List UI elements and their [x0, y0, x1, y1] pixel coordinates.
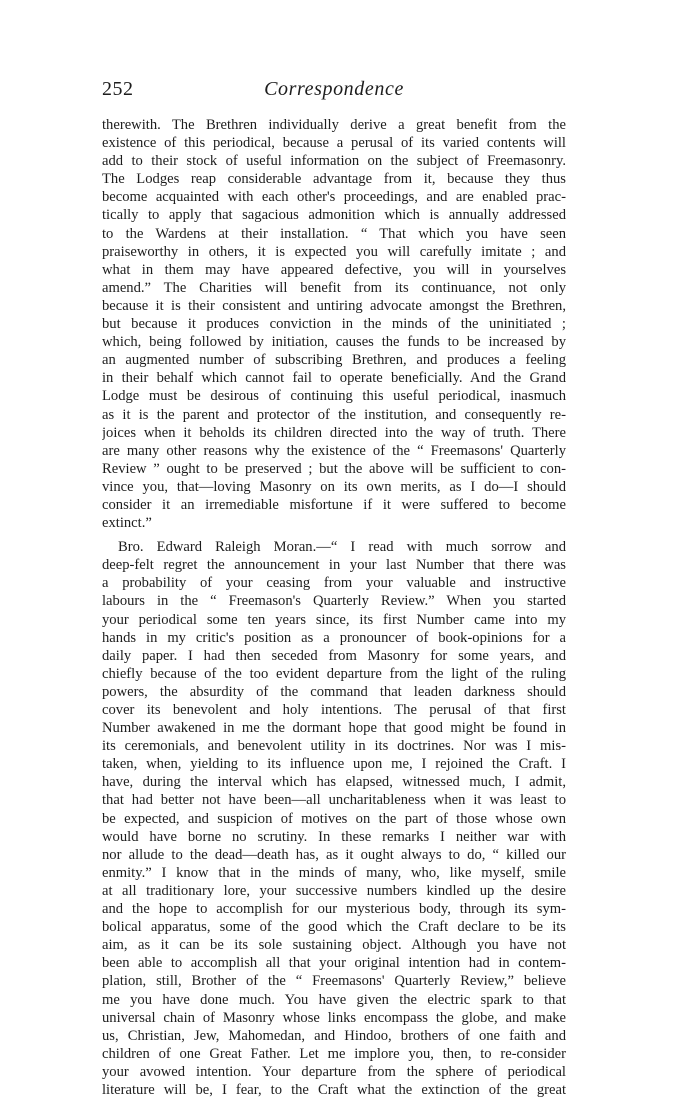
text-line: as it is the parent and protector of the institution, and consequently re-	[102, 406, 566, 423]
text-line: me you have done much. You have given the electric spark to that	[102, 991, 566, 1008]
text-line: to the Wardens at their installation. “ That which you have seen	[102, 225, 566, 242]
page-number: 252	[102, 78, 134, 100]
text-line: have, during the interval which has elapsed, witnessed much, I admit,	[102, 774, 566, 791]
text-line: but because it produces conviction in the minds of the uninitiated ;	[102, 316, 566, 333]
text-line: in their behalf which cannot fail to operate beneficially. And the Grand	[102, 370, 566, 387]
text-line: enmity.” I know that in the minds of many, who, like myself, smile	[102, 864, 566, 881]
text-line: children of one Great Father. Let me implore you, then, to re-consider	[102, 1045, 566, 1062]
text-line: aim, as it can be its sole sustaining object. Although you have not	[102, 937, 566, 954]
text-line: deep-felt regret the announcement in your last Number that there was	[102, 557, 566, 574]
text-line: tically to apply that sagacious admonition which is annually addressed	[102, 207, 566, 224]
text-line: are many other reasons why the existence of the “ Freemasons' Quarterly	[102, 442, 566, 459]
text-line: The Lodges reap considerable advantage from it, because they thus	[102, 171, 566, 188]
text-line: Review ” ought to be preserved ; but the above will be sufficient to con-	[102, 460, 566, 477]
text-line: because it is their consistent and untiring advocate amongst the Brethren,	[102, 297, 566, 314]
text-line: which, being followed by initiation, causes the funds to be increased by	[102, 334, 566, 351]
text-line: powers, the absurdity of the command that leaden darkness should	[102, 683, 566, 700]
text-line: therewith. The Brethren individually derive a great benefit from the	[102, 117, 566, 133]
text-line: universal chain of Masonry whose links encompass the globe, and make	[102, 1009, 566, 1026]
text-line: Bro. Edward Raleigh Moran.—“ I read with much sorrow and	[118, 539, 566, 556]
text-line: Lodge must be desirous of continuing this useful periodical, inasmuch	[102, 388, 566, 405]
text-line: joices when it beholds its children directed into the way of truth. There	[102, 424, 566, 441]
text-line: add to their stock of useful information on the subject of Freemasonry.	[102, 153, 566, 170]
paragraph	[102, 116, 566, 532]
text-line: daily paper. I had then seceded from Masonry for some years, and	[102, 647, 566, 664]
text-line: taken, when, yielding to its influence upon me, I rejoined the Craft. I	[102, 756, 566, 773]
text-line: would have borne no scrutiny. In these remarks I neither war with	[102, 828, 566, 845]
text-line: consider it an irremediable misfortune if it were suffered to become	[102, 496, 566, 513]
text-line: an augmented number of subscribing Brethren, and produces a feeling	[102, 352, 566, 369]
text-line: be expected, and suspicion of motives on the part of those whose own	[102, 810, 566, 827]
text-line: plation, still, Brother of the “ Freemasons' Quarterly Review,” believe	[102, 973, 566, 990]
text-line: a probability of your ceasing from your valuable and instructive	[102, 575, 566, 592]
body-text	[102, 116, 566, 1099]
text-line: at all traditionary lore, your successive numbers kindled up the desire	[102, 882, 566, 899]
text-line: existence of this periodical, because a perusal of its varied contents will	[102, 135, 566, 152]
text-line: become acquainted with each other's proceedings, and are enabled prac-	[102, 189, 566, 206]
text-line: that had better not have been—all uncharitableness when it was least to	[102, 792, 566, 809]
text-line: chiefly because of the too evident departure from the light of the ruling	[102, 665, 566, 682]
paragraph	[102, 538, 566, 1099]
text-line: us, Christian, Jew, Mahomedan, and Hindoo, brothers of one faith and	[102, 1027, 566, 1044]
page-header	[102, 78, 566, 102]
text-line: its ceremonials, and benevolent utility in its doctrines. Nor was I mis-	[102, 738, 566, 755]
text-line: your avowed intention. Your departure from the sphere of periodical	[102, 1063, 566, 1080]
text-line: bolical apparatus, some of the good which the Craft declare to be its	[102, 919, 566, 936]
text-line: labours in the “ Freemason's Quarterly Review.” When you started	[102, 593, 566, 610]
text-line: literature will be, I fear, to the Craft what the extinction of the great	[102, 1081, 566, 1098]
text-line: and the hope to accomplish for our mysterious body, through its sym-	[102, 901, 566, 918]
text-line: what in them may have appeared defective, you will in yourselves	[102, 261, 566, 278]
text-line: cover its benevolent and holy intentions. The perusal of that first	[102, 702, 566, 718]
text-line: your periodical some ten years since, its first Number came into my	[102, 611, 566, 628]
text-line: nor allude to the dead—death has, as it ought always to do, “ killed our	[102, 846, 566, 863]
text-line: vince you, that—loving Masonry on its own merits, as I do—I should	[102, 478, 566, 495]
text-line: amend.” The Charities will benefit from its continuance, not only	[102, 279, 566, 296]
text-line: hands in my critic's position as a pronouncer of book-opinions for a	[102, 629, 566, 646]
text-line: been able to accomplish all that your original intention had in contem-	[102, 955, 566, 972]
running-title: Correspondence	[264, 78, 404, 100]
text-line: extinct.”	[102, 515, 152, 532]
text-line: Number awakened in me the dormant hope that good might be found in	[102, 720, 566, 737]
text-line: praiseworthy in others, it is expected you will carefully imitate ; and	[102, 243, 566, 260]
